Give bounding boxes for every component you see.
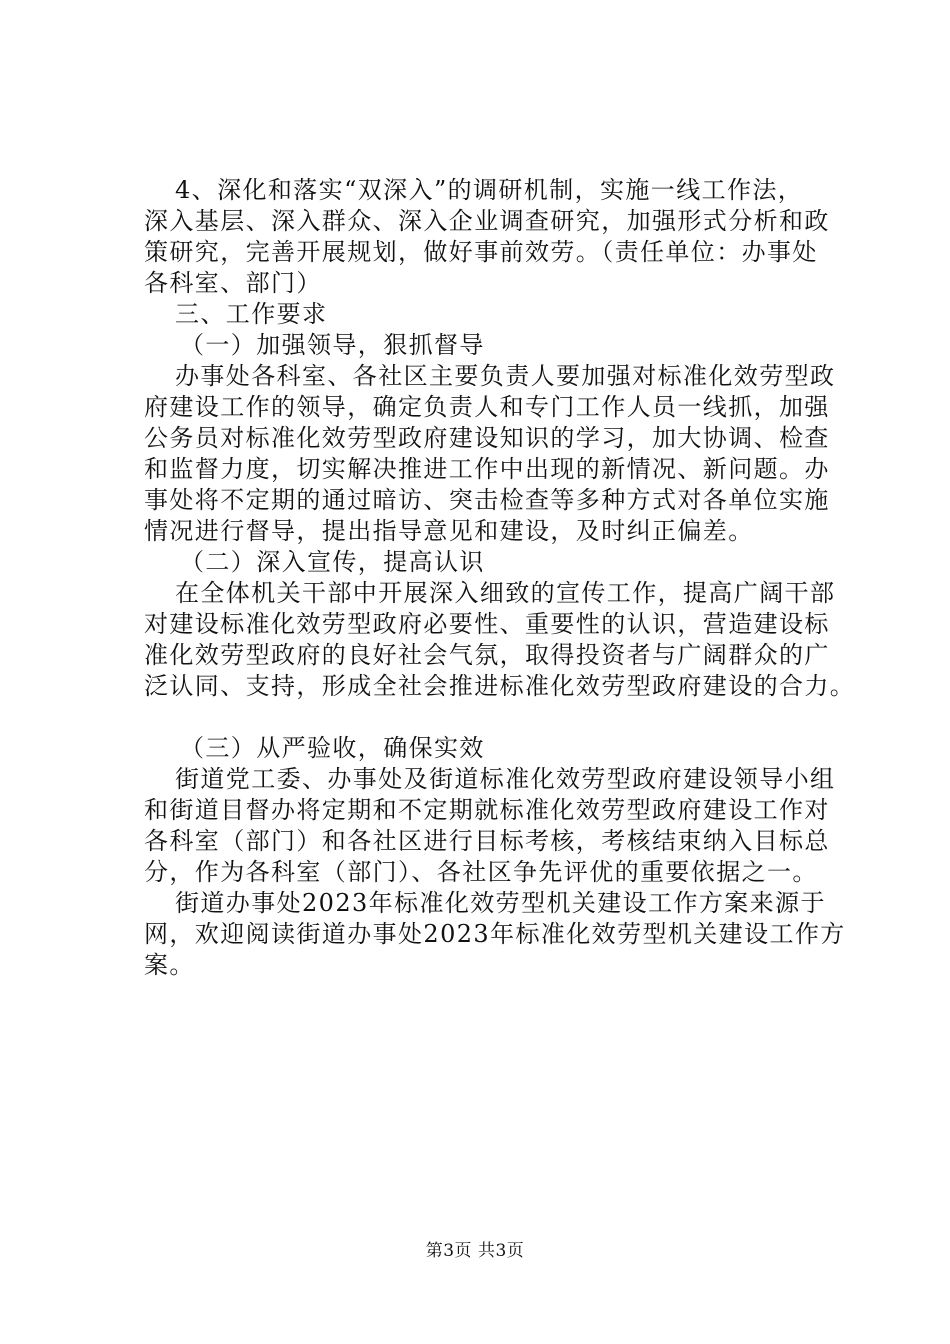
section-heading: 三、工作要求 bbox=[175, 300, 328, 328]
paragraph-line: 和街道目督办将定期和不定期就标准化效劳型政府建设工作对 bbox=[144, 796, 830, 824]
subsection-heading: （二）深入宣传，提高认识 bbox=[180, 548, 485, 576]
paragraph-line: 对建设标准化效劳型政府必要性、重要性的认识，营造建设标 bbox=[144, 610, 830, 638]
subsection-heading: （一）加强领导，狠抓督导 bbox=[180, 331, 485, 359]
paragraph-line: 4、深化和落实“双深入”的调研机制，实施一线工作法， bbox=[175, 176, 804, 204]
paragraph-line: 深入基层、深入群众、深入企业调查研究，加强形式分析和政 bbox=[144, 207, 830, 235]
paragraph-line: 情况进行督导，提出指导意见和建设，及时纠正偏差。 bbox=[144, 517, 754, 545]
blank-line bbox=[144, 702, 844, 733]
paragraph-line: 分，作为各科室（部门）、各社区争先评优的重要依据之一。 bbox=[144, 858, 818, 886]
paragraph-line: 准化效劳型政府的良好社会气氛，取得投资者与广阔群众的广 bbox=[144, 641, 830, 669]
paragraph-line: 府建设工作的领导，确定负责人和专门工作人员一线抓，加强 bbox=[144, 393, 830, 421]
paragraph-line: 策研究，完善开展规划，做好事前效劳。（责任单位：办事处 bbox=[144, 238, 818, 266]
subsection-heading: （三）从严验收，确保实效 bbox=[180, 734, 485, 762]
paragraph-line: 网，欢迎阅读街道办事处2023年标准化效劳型机关建设工作方 bbox=[144, 920, 846, 948]
paragraph-line: 各科室、部门） bbox=[144, 269, 322, 297]
paragraph-line: 办事处各科室、各社区主要负责人要加强对标准化效劳型政 bbox=[175, 362, 836, 390]
paragraph-line: 公务员对标准化效劳型政府建设知识的学习，加大协调、检查 bbox=[144, 424, 830, 452]
paragraph-line: 在全体机关干部中开展深入细致的宣传工作，提高广阔干部 bbox=[175, 579, 836, 607]
paragraph-line: 各科室（部门）和各社区进行目标考核，考核结束纳入目标总 bbox=[144, 827, 830, 855]
paragraph-line: 和监督力度，切实解决推进工作中出现的新情况、新问题。办 bbox=[144, 455, 830, 483]
paragraph-line: 街道党工委、办事处及街道标准化效劳型政府建设领导小组 bbox=[175, 765, 836, 793]
paragraph-line: 事处将不定期的通过暗访、突击检查等多种方式对各单位实施 bbox=[144, 486, 830, 514]
document-body bbox=[144, 175, 856, 981]
paragraph-line: 泛认同、支持，形成全社会推进标准化效劳型政府建设的合力。 bbox=[144, 672, 856, 700]
paragraph-line: 街道办事处2023年标准化效劳型机关建设工作方案来源于 bbox=[175, 889, 826, 917]
paragraph-line: 案。 bbox=[144, 951, 195, 979]
page-footer: 第3页 共3页 bbox=[425, 1241, 525, 1261]
